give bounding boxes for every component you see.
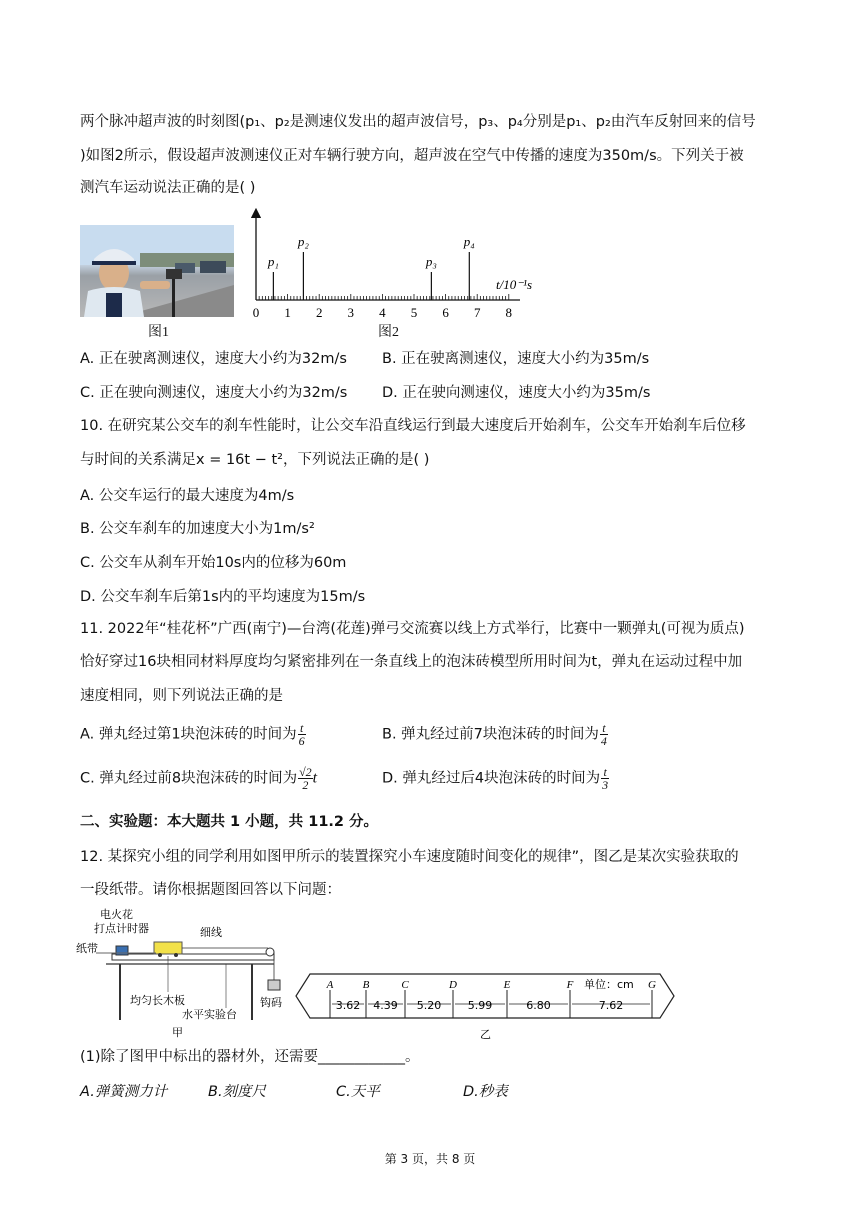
label-table: 水平实验台 (182, 1008, 237, 1021)
paper-tape-diagram (290, 966, 680, 1044)
tape-distance-label: 5.20 (416, 999, 442, 1012)
q10-option-d[interactable]: D. 公交车刹车后第1s内的平均速度为15m/s (80, 589, 366, 605)
fig2-tick-label: 8 (505, 305, 513, 320)
q12-sub1: (1)除了图甲中标出的器材外，还需要____________。 (80, 1049, 420, 1065)
tape-point-label: C (401, 979, 409, 991)
fig2-tick-label: 3 (347, 305, 355, 320)
label-string: 细线 (200, 926, 222, 939)
fig2-pulse-label: p₃ (425, 254, 437, 269)
label-board: 均匀长木板 (130, 994, 185, 1007)
tape-unit-label: 单位：cm (584, 978, 634, 991)
q11-option-a-text: A. 弹丸经过第1块泡沫砖的时间为 (80, 726, 297, 743)
tape-point-label: F (566, 979, 574, 991)
q9-option-d[interactable]: D. 正在驶向测速仪，速度大小约为35m/s (382, 385, 651, 401)
q11-option-c-text: C. 弹丸经过前8块泡沫砖的时间为 (80, 770, 298, 787)
q12-option-c[interactable]: C.天平 (336, 1084, 380, 1100)
q10-option-a[interactable]: A. 公交车运行的最大速度为4m/s (80, 488, 295, 504)
fig2-tick-label: 6 (442, 305, 449, 320)
fig2-tick-label: 4 (379, 305, 386, 320)
q9-option-b[interactable]: B. 正在驶离测速仪，速度大小约为35m/s (382, 351, 650, 367)
fraction: $\frac{√2}{2}$ (299, 765, 312, 792)
tape-distance-label: 6.80 (526, 999, 551, 1012)
tape-distance-label: 7.62 (598, 999, 624, 1012)
label-timer-2: 打点计时器 (94, 922, 149, 935)
fraction: $\frac{t}{6}$ (298, 721, 305, 748)
q9-line-2: )如图2所示，假设超声波测速仪正对车辆行驶方向，超声波在空气中传播的速度为350m/s。下列关于被 (80, 148, 744, 164)
q12-option-a[interactable]: A.弹簧测力计 (80, 1084, 168, 1100)
q12-option-d[interactable]: D.秒表 (463, 1084, 508, 1100)
figB-caption: 乙 (480, 1028, 491, 1041)
tape-point-label: B (362, 979, 370, 991)
traffic-police-photo (80, 225, 234, 317)
fig2-pulse-diagram (240, 205, 540, 320)
fig2-tick-label: 0 (252, 305, 260, 320)
fig2-pulse-label: p₄ (463, 234, 475, 249)
fig2-tick-label: 2 (315, 305, 323, 320)
q11-line-3: 速度相同，则下列说法正确的是 (80, 688, 283, 704)
page-footer: 第 3 页，共 8 页 (384, 1152, 476, 1166)
tape-distance-label: 3.62 (335, 999, 361, 1012)
fraction: $\frac{t}{3}$ (602, 765, 609, 792)
fig2-tick-label: 7 (473, 305, 481, 320)
apparatus-diagram (76, 908, 296, 1040)
tape-point-label: A (326, 979, 334, 991)
q10-line-2: 与时间的关系满足x = 16t − t²，下列说法正确的是( ) (80, 452, 430, 468)
fig2-tick-label: 1 (284, 305, 291, 320)
q11-option-d[interactable] (382, 766, 609, 791)
q11-option-a[interactable] (80, 722, 306, 747)
section-heading: 二、实验题：本大题共 1 小题，共 11.2 分。 (80, 814, 379, 830)
label-timer: 电火花 (100, 908, 133, 921)
fig2-caption: 图2 (378, 325, 399, 340)
q11-line-1: 11. 2022年“桂花杯”广西(南宁)—台湾(花莲)弹弓交流赛以线上方式举行，比赛中一颗弹丸(可视为质点) (80, 621, 745, 637)
tape-distance-label: 4.39 (373, 999, 398, 1012)
tape-point-label: D (449, 979, 457, 991)
q12-line-1: 12. 某探究小组的同学利用如图甲所示的装置探究小车速度随时间变化的规律”，图乙是某次实验获取的 (80, 849, 739, 865)
q9-line-3: 测汽车运动说法正确的是( ) (80, 180, 256, 196)
tape-point-label: G (648, 979, 656, 991)
q12-option-b[interactable]: B.刻度尺 (208, 1084, 267, 1100)
q11-option-d-text: D. 弹丸经过后4块泡沫砖的时间为 (382, 770, 601, 787)
q11-option-b[interactable] (382, 722, 608, 747)
tape-distance-label: 5.99 (467, 999, 493, 1012)
fraction: $\frac{t}{4}$ (600, 721, 607, 748)
q9-line-1: 两个脉冲超声波的时刻图(p₁、p₂是测速仪发出的超声波信号，p₃、p₄分别是p₁、p₂由汽车反射回来的信号 (80, 114, 756, 130)
q10-option-c[interactable]: C. 公交车从刹车开始10s内的位移为60m (80, 555, 347, 571)
tape-point-label: E (503, 979, 511, 991)
figA-caption: 甲 (172, 1026, 183, 1039)
q9-option-c[interactable]: C. 正在驶向测速仪，速度大小约为32m/s (80, 385, 348, 401)
q10-option-b[interactable]: B. 公交车刹车的加速度大小为1m/s² (80, 521, 315, 537)
q11-option-c[interactable]: C. 弹丸经过前8块泡沫砖的时间为 $\frac{√2}{2}$ t (80, 765, 318, 792)
fig2-pulse-label: p₁ (267, 254, 279, 269)
label-tape: 纸带 (76, 942, 98, 955)
fig2-axis-label: t/10⁻¹s (496, 277, 533, 292)
fig1-caption: 图1 (148, 325, 169, 340)
q12-line-2: 一段纸带。请你根据题图回答以下问题： (80, 882, 341, 898)
q10-line-1: 10. 在研究某公交车的刹车性能时，让公交车沿直线运行到最大速度后开始刹车，公交车开始刹车后位移 (80, 418, 746, 434)
q9-option-a[interactable]: A. 正在驶离测速仪，速度大小约为32m/s (80, 351, 347, 367)
fig2-tick-label: 5 (410, 305, 418, 320)
fig2-pulse-label: p₂ (297, 234, 309, 249)
q11-line-2: 恰好穿过16块相同材料厚度均匀紧密排列在一条直线上的泡沫砖模型所用时间为t，弹丸在运动过程中加 (80, 654, 743, 670)
label-weight: 钩码 (260, 996, 282, 1009)
q11-option-b-text: B. 弹丸经过前7块泡沫砖的时间为 (382, 726, 599, 743)
